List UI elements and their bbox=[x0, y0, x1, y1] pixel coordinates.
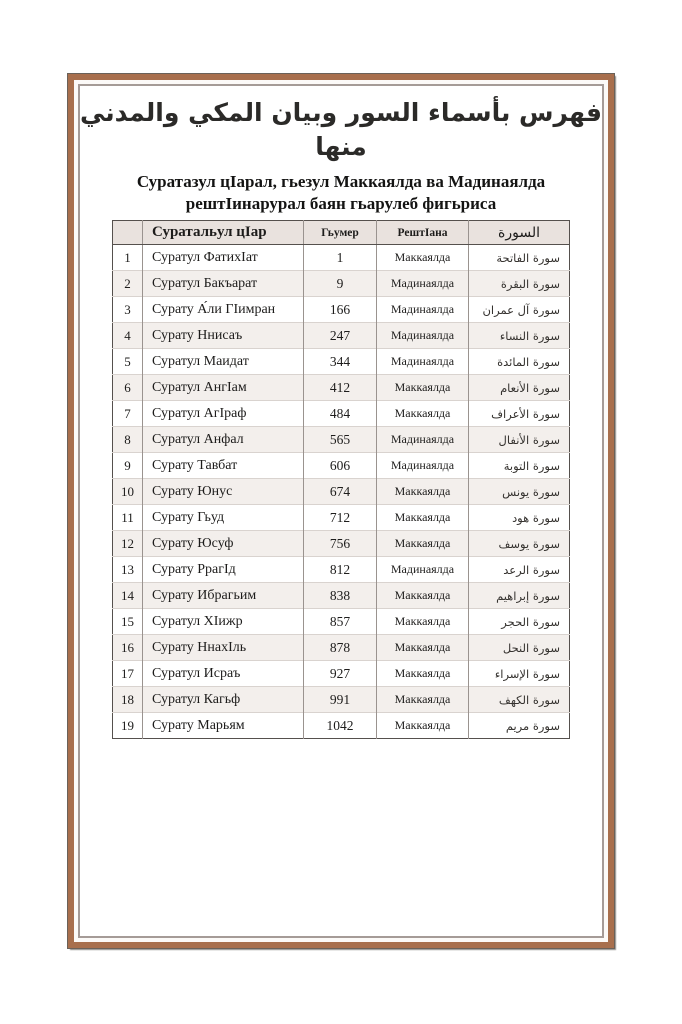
revelation-place-cell: Маккаялда bbox=[377, 375, 469, 401]
page-number-cell: 1 bbox=[304, 245, 377, 271]
page-title bbox=[80, 171, 602, 214]
row-number-cell: 19 bbox=[113, 713, 143, 739]
page-number-cell: 484 bbox=[304, 401, 377, 427]
surah-arabic-cell: سورة الفاتحة bbox=[469, 245, 570, 271]
page-number-cell: 674 bbox=[304, 479, 377, 505]
revelation-place-cell: Маккаялда bbox=[377, 661, 469, 687]
surah-arabic-cell: سورة الحجر bbox=[469, 609, 570, 635]
surah-name-cell: Сурату Юсуф bbox=[143, 531, 304, 557]
revelation-place-cell: Мадинаялда bbox=[377, 323, 469, 349]
surah-arabic-cell: سورة الرعد bbox=[469, 557, 570, 583]
table-row bbox=[113, 557, 570, 583]
page-number-cell: 9 bbox=[304, 271, 377, 297]
table-row bbox=[113, 271, 570, 297]
page-number-cell: 927 bbox=[304, 661, 377, 687]
row-number-cell: 18 bbox=[113, 687, 143, 713]
page-number-cell: 857 bbox=[304, 609, 377, 635]
surah-arabic-cell: سورة هود bbox=[469, 505, 570, 531]
revelation-place-cell: Маккаялда bbox=[377, 245, 469, 271]
revelation-place-cell: Мадинаялда bbox=[377, 557, 469, 583]
row-number-cell: 1 bbox=[124, 249, 131, 265]
row-number-cell: 14 bbox=[113, 583, 143, 609]
surah-name-cell: Суратул АнгIам bbox=[143, 375, 304, 401]
revelation-place-cell: Мадинаялда bbox=[377, 349, 469, 375]
row-number-cell: 12 bbox=[113, 531, 143, 557]
table-row bbox=[113, 687, 570, 713]
surah-name-cell: Сурату Ибрагьим bbox=[143, 583, 304, 609]
surah-name-cell: Суратул ФатихIат bbox=[143, 245, 304, 271]
page-number-cell: 756 bbox=[304, 531, 377, 557]
table-row bbox=[113, 245, 570, 271]
row-number-cell: 5 bbox=[113, 349, 143, 375]
table-row bbox=[113, 375, 570, 401]
surah-name-cell: Сурату А́ли ГIимран bbox=[143, 297, 304, 323]
row-number-cell: 7 bbox=[113, 401, 143, 427]
page-number-cell: 344 bbox=[304, 349, 377, 375]
surah-arabic-cell: سورة النحل bbox=[469, 635, 570, 661]
revelation-place-cell: Мадинаялда bbox=[377, 271, 469, 297]
page-number-cell: 565 bbox=[304, 427, 377, 453]
revelation-place-cell: Маккаялда bbox=[377, 609, 469, 635]
surah-arabic-cell: سورة آل عمران bbox=[469, 297, 570, 323]
table-row bbox=[113, 661, 570, 687]
surah-name-cell: Сурату РрагIд bbox=[143, 557, 304, 583]
surah-arabic-cell: سورة الإسراء bbox=[469, 661, 570, 687]
table-header-row bbox=[113, 221, 570, 245]
page-title-line1: Суратазул цIарал, гьезул Маккаялда ва Мадинаялда bbox=[136, 172, 546, 191]
surah-arabic-cell: سورة المائدة bbox=[469, 349, 570, 375]
surah-name-cell: Сурату Тавбат bbox=[143, 453, 304, 479]
row-number-cell: 2 bbox=[113, 271, 143, 297]
row-number-cell: 11 bbox=[113, 505, 143, 531]
row-number-cell: 10 bbox=[113, 479, 143, 505]
page-content-area bbox=[78, 84, 604, 938]
row-number-cell: 15 bbox=[113, 609, 143, 635]
table-row bbox=[113, 323, 570, 349]
page-number-cell: 712 bbox=[304, 505, 377, 531]
surah-name-cell: Суратул Кагьф bbox=[143, 687, 304, 713]
surah-arabic-cell: سورة الأنعام bbox=[469, 375, 570, 401]
table-row bbox=[113, 609, 570, 635]
surah-arabic-cell: سورة البقرة bbox=[469, 271, 570, 297]
table-row bbox=[113, 349, 570, 375]
surah-name-cell: Суратул АгIраф bbox=[143, 401, 304, 427]
surah-arabic-cell: سورة إبراهيم bbox=[469, 583, 570, 609]
row-number-cell: 4 bbox=[113, 323, 143, 349]
page-title-line2: рештIинарурал баян гьарулеб фигьриса bbox=[185, 193, 497, 213]
page-number-cell: 247 bbox=[304, 323, 377, 349]
header-page-number: Гьумер bbox=[304, 221, 377, 245]
arabic-calligraphy-heading: فهرس بأسماء السور وبيان المكي والمدني منها bbox=[80, 98, 602, 161]
row-number-cell: 6 bbox=[113, 375, 143, 401]
header-surah-name: Суратальул цIар bbox=[143, 221, 304, 245]
revelation-place-cell: Маккаялда bbox=[377, 635, 469, 661]
table-row bbox=[113, 713, 570, 739]
table-row bbox=[113, 427, 570, 453]
revelation-place-cell: Маккаялда bbox=[377, 583, 469, 609]
table-row bbox=[113, 531, 570, 557]
surah-name-cell: Сурату Марьям bbox=[143, 713, 304, 739]
table-row bbox=[113, 505, 570, 531]
row-number-cell: 17 bbox=[113, 661, 143, 687]
header-surah-arabic: السورة bbox=[469, 221, 570, 245]
table-row bbox=[113, 479, 570, 505]
revelation-place-cell: Маккаялда bbox=[377, 531, 469, 557]
page-number-cell: 412 bbox=[304, 375, 377, 401]
header-row-number bbox=[113, 221, 143, 245]
revelation-place-cell: Маккаялда bbox=[377, 479, 469, 505]
surah-arabic-cell: سورة يونس bbox=[469, 479, 570, 505]
page-number-cell: 1042 bbox=[304, 713, 377, 739]
table-row bbox=[113, 453, 570, 479]
surah-name-cell: Суратул ХIижр bbox=[143, 609, 304, 635]
table-row bbox=[113, 401, 570, 427]
header-revelation-place: РештIана bbox=[377, 221, 469, 245]
surah-arabic-cell: سورة الكهف bbox=[469, 687, 570, 713]
surah-name-cell: Сурату НнахIль bbox=[143, 635, 304, 661]
table-row bbox=[113, 583, 570, 609]
surah-name-cell: Сурату Гьуд bbox=[143, 505, 304, 531]
surah-index-table bbox=[112, 220, 570, 739]
row-number-cell: 8 bbox=[113, 427, 143, 453]
table-row bbox=[113, 297, 570, 323]
row-number-cell: 16 bbox=[113, 635, 143, 661]
row-number-cell: 9 bbox=[113, 453, 143, 479]
revelation-place-cell: Маккаялда bbox=[377, 401, 469, 427]
surah-arabic-cell: سورة النساء bbox=[469, 323, 570, 349]
surah-table-body bbox=[113, 245, 570, 739]
surah-arabic-cell: سورة الأعراف bbox=[469, 401, 570, 427]
revelation-place-cell: Мадинаялда bbox=[377, 297, 469, 323]
page-number-cell: 166 bbox=[304, 297, 377, 323]
surah-arabic-cell: سورة يوسف bbox=[469, 531, 570, 557]
row-number-cell: 3 bbox=[113, 297, 143, 323]
decorative-page-frame bbox=[68, 74, 614, 948]
revelation-place-cell: Мадинаялда bbox=[377, 453, 469, 479]
page-number-cell: 838 bbox=[304, 583, 377, 609]
page-number-cell: 878 bbox=[304, 635, 377, 661]
revelation-place-cell: Маккаялда bbox=[377, 505, 469, 531]
row-number-cell: 13 bbox=[113, 557, 143, 583]
page-number-cell: 991 bbox=[304, 687, 377, 713]
surah-arabic-cell: سورة التوبة bbox=[469, 453, 570, 479]
surah-name-cell: Суратул Бакъарат bbox=[143, 271, 304, 297]
surah-name-cell: Сурату Юнус bbox=[143, 479, 304, 505]
surah-name-cell: Суратул Маидат bbox=[143, 349, 304, 375]
page-number-cell: 812 bbox=[304, 557, 377, 583]
surah-arabic-cell: سورة مريم bbox=[469, 713, 570, 739]
revelation-place-cell: Мадинаялда bbox=[377, 427, 469, 453]
surah-name-cell: Сурату Ннисаъ bbox=[143, 323, 304, 349]
revelation-place-cell: Маккаялда bbox=[377, 687, 469, 713]
surah-name-cell: Суратул Исраъ bbox=[143, 661, 304, 687]
revelation-place-cell: Маккаялда bbox=[377, 713, 469, 739]
surah-arabic-cell: سورة الأنفال bbox=[469, 427, 570, 453]
table-row bbox=[113, 635, 570, 661]
page-number-cell: 606 bbox=[304, 453, 377, 479]
surah-name-cell: Суратул Анфал bbox=[143, 427, 304, 453]
